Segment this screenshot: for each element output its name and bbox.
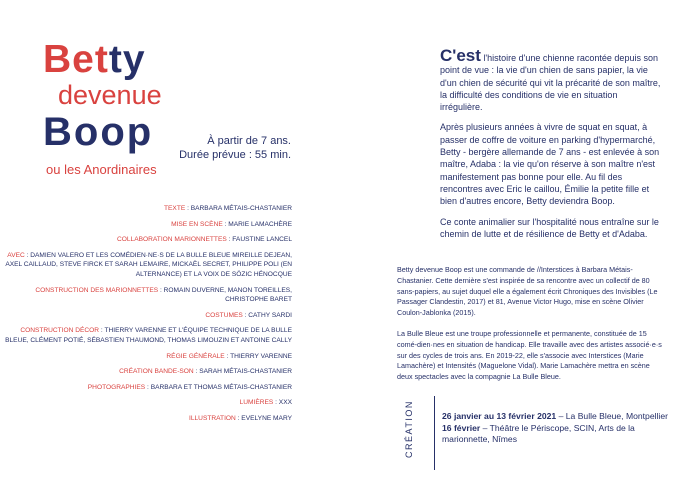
credit-value: FAUSTINE LANCEL xyxy=(232,236,292,244)
credit-item: CONSTRUCTION DES MARIONNETTES : ROMAIN DUVERNE, MANON TOREILLES, CHRISTOPHE BARET xyxy=(35,286,292,304)
title-betty: Betty xyxy=(43,38,146,81)
subtitle: ou les Anordinaires xyxy=(46,162,157,177)
intro-p2: Après plusieurs années à vivre de squat en squat, à passer de coffre de voiture en parking d'hypermarché, Betty - bergère allemande de 7 ans - est enlevée à son maître, Adaba : la vie qu'on réserve à son maître n'est manifestement pas bonne pour elle. Au fil des rencontres avec Eric le caillou, Émilie la petite fille et bien d'autres encore, Betty deviendra Boop. xyxy=(440,122,660,207)
credit-value: BARBARA MÉTAIS-CHASTANIER xyxy=(190,205,292,212)
credit-item: RÉGIE GÉNÉRALE : THIERRY VARENNE xyxy=(166,352,292,360)
credit-label: LUMIÈRES xyxy=(239,399,274,407)
creation-dates xyxy=(442,411,682,446)
credit-label: CRÉATION BANDE-SON xyxy=(119,368,194,376)
credit-value: EVELYNE MARY xyxy=(241,414,292,422)
credit-label: TEXTE xyxy=(164,205,186,212)
credit-value: XXX xyxy=(278,399,292,407)
title-boop: Boop xyxy=(43,110,154,154)
credit-item: ILLUSTRATION : EVELYNE MARY xyxy=(189,414,292,422)
commande-p2: La Bulle Bleue est une troupe professionnelle et permanente, constituée de 15 comé-dien·nes en situation de handicap. Elle travaille avec des artistes associé·e·s sur des cycles de trois ans. En 2019-22, elle s'associe avec Interstices (Marie Lamachère) et Intensités (Maguelone Vidal). Marie Lamachère mettra en scène deux spectacles avec la compagnie La Bulle Bleue. xyxy=(397,328,662,382)
credit-value: SARAH MÉTAIS-CHASTANIER xyxy=(199,368,292,376)
credit-value: THIERRY VARENNE ET L'ÉQUIPE TECHNIQUE DE LA BULLE BLEUE, CLÉMENT POTIÉ, SÉBASTIEN THAUMOND, THOMAS LIMOUZIN ET ANTOINE CALLY xyxy=(5,327,292,344)
creation-divider xyxy=(434,396,435,470)
credit-item: LUMIÈRES : XXX xyxy=(239,399,292,407)
credit-value: BARBARA ET THOMAS MÉTAIS-CHASTANIER xyxy=(150,383,292,391)
credit-label: COLLABORATION MARIONNETTES xyxy=(116,236,227,244)
credit-item: PHOTOGRAPHIES : BARBARA ET THOMAS MÉTAIS-CHASTANIER xyxy=(87,383,292,391)
intro-p3: Ce conte animalier sur l'hospitalité nous entraîne sur le chemin de lutte et de résilience de Betty et d'Adaba. xyxy=(440,216,659,239)
credit-item: COSTUMES : CATHY SARDI xyxy=(205,311,292,319)
credit-item: TEXTE : BARBARA MÉTAIS-CHASTANIER xyxy=(164,205,292,212)
credit-label: ILLUSTRATION xyxy=(189,414,236,422)
credit-value: DAMIEN VALERO ET LES COMÉDIEN·NE·S DE LA BULLE BLEUE MIREILLE DEJEAN, AXEL CAILLAUD, STEVE FIRCK ET SARAH LEMAIRE, MICKAËL SECRET, PHILIPPE POLI (EN ALTERNANCE) ET LA VOIX DE SÖZIC HÉNOCQUE xyxy=(5,251,292,278)
intro-text xyxy=(440,46,662,248)
intro-cest: C'est xyxy=(440,46,481,65)
credit-value: CATHY SARDI xyxy=(248,311,292,319)
duration-line: Durée prévue : 55 min. xyxy=(179,149,291,161)
credit-label: CONSTRUCTION DÉCOR xyxy=(20,327,100,335)
date-nimes: 16 février – Théâtre le Périscope, SCIN, Arts de la marionnette, Nîmes xyxy=(442,422,635,444)
credit-label: CONSTRUCTION DES MARIONNETTES xyxy=(35,286,159,294)
credit-item: AVEC : DAMIEN VALERO ET LES COMÉDIEN·NE·S DE LA BULLE BLEUE MIREILLE DEJEAN, AXEL CAILLAUD, STEVE FIRCK ET SARAH LEMAIRE, MICKAËL SECRET, PHILIPPE POLI (EN ALTERNANCE) ET LA VOIX DE SÖZIC HÉNOCQUE xyxy=(5,251,292,278)
age-line: À partir de 7 ans. xyxy=(207,135,291,147)
age-info xyxy=(179,134,291,162)
date-montpellier: 26 janvier au 13 février 2021 – La Bulle Bleue, Montpellier xyxy=(442,411,668,421)
commande-p1: Betty devenue Boop est une commande de //Interstices à Barbara Métais-Chastanier. Cette dernière s'est inspirée de sa rencontre avec un collectif de 80 sans-papiers, au sujet duquel elle a également écrit Chroniques des Invisibles (Le Passager Clandestin, 2017) et 81, Avenue Victor Hugo, mise en scène Olivier Coulon-Jablonka (2015). xyxy=(397,265,658,318)
credit-value: MARIE LAMACHÈRE xyxy=(228,220,292,228)
credit-item: CRÉATION BANDE-SON : SARAH MÉTAIS-CHASTANIER xyxy=(119,368,292,376)
credit-item: COLLABORATION MARIONNETTES : FAUSTINE LANCEL xyxy=(116,236,292,244)
commande-text xyxy=(397,265,665,393)
intro-p1: l'histoire d'une chienne racontée depuis son point de vue : la vie d'un chien de sans papier, la vie d'un chien de sécurité qui vit la précarité de son maître, la difficulté des conditions de vie en situation irrégulière. xyxy=(440,53,661,113)
credit-label: RÉGIE GÉNÉRALE xyxy=(166,352,225,360)
credit-label: COSTUMES xyxy=(205,311,243,319)
credit-label: AVEC xyxy=(7,251,25,259)
credits-list xyxy=(0,204,292,430)
credit-label: MISE EN SCÈNE xyxy=(171,220,223,228)
credit-item: CONSTRUCTION DÉCOR : THIERRY VARENNE ET L'ÉQUIPE TECHNIQUE DE LA BULLE BLEUE, CLÉMENT POTIÉ, SÉBASTIEN THAUMOND, THOMAS LIMOUZIN ET ANTOINE CALLY xyxy=(5,327,292,344)
credit-value: THIERRY VARENNE xyxy=(230,352,292,360)
credit-item: MISE EN SCÈNE : MARIE LAMACHÈRE xyxy=(171,220,292,228)
creation-label: CRÉATION xyxy=(404,400,414,458)
credit-label: PHOTOGRAPHIES xyxy=(87,383,146,391)
credit-value: ROMAIN DUVERNE, MANON TOREILLES, CHRISTOPHE BARET xyxy=(163,286,292,304)
title-devenue: devenue xyxy=(58,80,162,110)
